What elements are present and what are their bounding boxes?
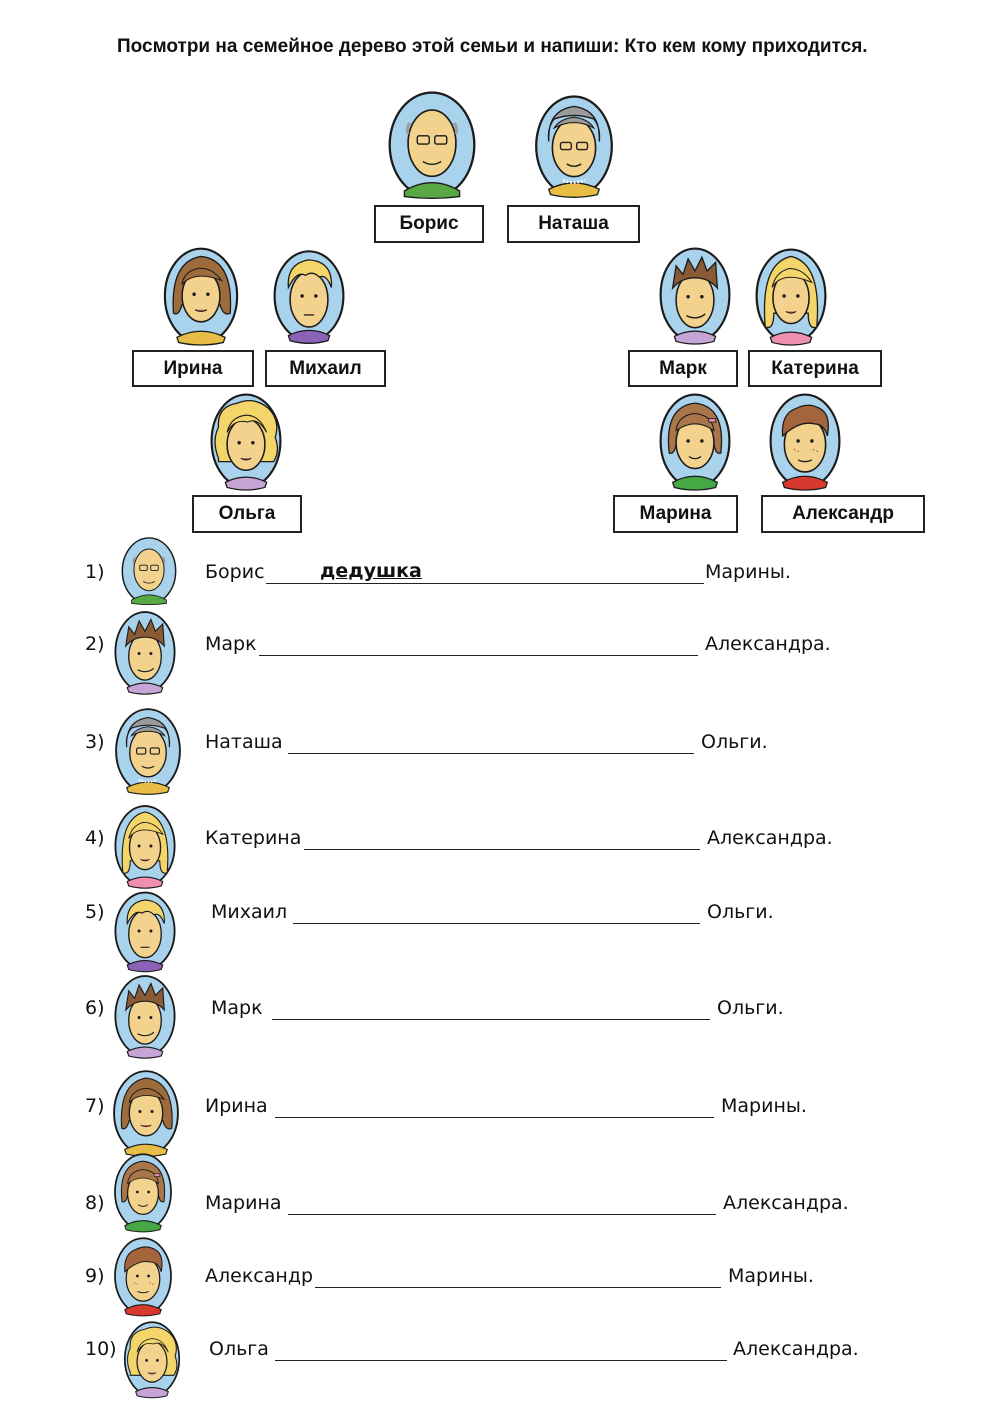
exercise-subject: Катерина xyxy=(205,827,302,849)
answer-line[interactable] xyxy=(259,631,698,656)
exercise-target: Александра. xyxy=(733,1338,859,1360)
exercise-number: 8) xyxy=(85,1192,105,1214)
exercise-number: 3) xyxy=(85,731,105,753)
exercise-subject: Наташа xyxy=(205,731,283,753)
daughter-portrait-icon xyxy=(108,1150,178,1234)
aunt-portrait-icon xyxy=(108,1066,184,1160)
name-box-olga: Ольга xyxy=(192,495,302,533)
exercise-number: 4) xyxy=(85,827,105,849)
grandmother-portrait-icon xyxy=(110,704,186,798)
father-portrait-icon xyxy=(108,604,182,700)
answer-line[interactable] xyxy=(275,1336,727,1361)
name-box-katerina: Катерина xyxy=(748,350,882,387)
name-box-aleksandr: Александр xyxy=(761,495,925,533)
exercise-subject: Марк xyxy=(211,997,263,1019)
exercise-subject: Михаил xyxy=(211,901,288,923)
grandfather-portrait-icon xyxy=(386,86,478,204)
father-portrait-icon xyxy=(652,240,738,350)
exercise-target: Александра. xyxy=(723,1192,849,1214)
exercise-target: Ольги. xyxy=(717,997,784,1019)
father-portrait-icon xyxy=(108,968,182,1064)
exercise-number: 6) xyxy=(85,997,105,1019)
cousin-portrait-icon xyxy=(118,1318,186,1400)
exercise-subject: Марина xyxy=(205,1192,282,1214)
answer-line[interactable] xyxy=(288,1190,716,1215)
exercise-number: 10) xyxy=(85,1338,117,1360)
exercise-subject: Ирина xyxy=(205,1095,268,1117)
mother-portrait-icon xyxy=(748,242,834,350)
exercise-subject: Борис xyxy=(205,561,265,583)
exercise-number: 5) xyxy=(85,901,105,923)
answer-line[interactable] xyxy=(275,1093,714,1118)
name-box-boris: Борис xyxy=(374,205,484,243)
name-box-marina: Марина xyxy=(613,495,738,533)
exercise-number: 2) xyxy=(85,633,105,655)
exercise-subject: Александр xyxy=(205,1265,314,1287)
cousin-portrait-icon xyxy=(203,386,289,496)
answer-line[interactable] xyxy=(272,995,710,1020)
name-box-irina: Ирина xyxy=(132,350,254,387)
exercise-number: 1) xyxy=(85,561,105,583)
son-portrait-icon xyxy=(108,1234,178,1318)
exercise-target: Марины. xyxy=(728,1265,814,1287)
answer-line[interactable] xyxy=(288,729,694,754)
exercise-target: Александра. xyxy=(707,827,833,849)
aunt-portrait-icon xyxy=(158,242,244,350)
name-box-mikhail: Михаил xyxy=(265,350,386,387)
grandfather-portrait-icon xyxy=(120,536,178,606)
exercise-target: Ольги. xyxy=(707,901,774,923)
name-box-mark: Марк xyxy=(628,350,738,387)
uncle-portrait-icon xyxy=(108,886,182,976)
daughter-portrait-icon xyxy=(652,386,738,496)
exercise-subject: Марк xyxy=(205,633,257,655)
answer-line[interactable] xyxy=(293,899,700,924)
filled-answer: дедушка xyxy=(320,560,422,582)
exercise-number: 7) xyxy=(85,1095,105,1117)
uncle-portrait-icon xyxy=(266,242,352,350)
instruction-title: Посмотри на семейное дерево этой семьи и напиши: Кто кем кому приходится. xyxy=(117,36,868,57)
exercise-target: Марины. xyxy=(721,1095,807,1117)
name-box-natasha: Наташа xyxy=(507,205,640,243)
exercise-subject: Ольга xyxy=(209,1338,269,1360)
answer-line[interactable] xyxy=(315,1263,721,1288)
grandmother-portrait-icon xyxy=(529,89,619,203)
exercise-target: Марины. xyxy=(705,561,791,583)
exercise-number: 9) xyxy=(85,1265,105,1287)
answer-line[interactable] xyxy=(304,825,700,850)
son-portrait-icon xyxy=(762,386,848,496)
exercise-target: Александра. xyxy=(705,633,831,655)
exercise-target: Ольги. xyxy=(701,731,768,753)
mother-portrait-icon xyxy=(108,800,182,892)
